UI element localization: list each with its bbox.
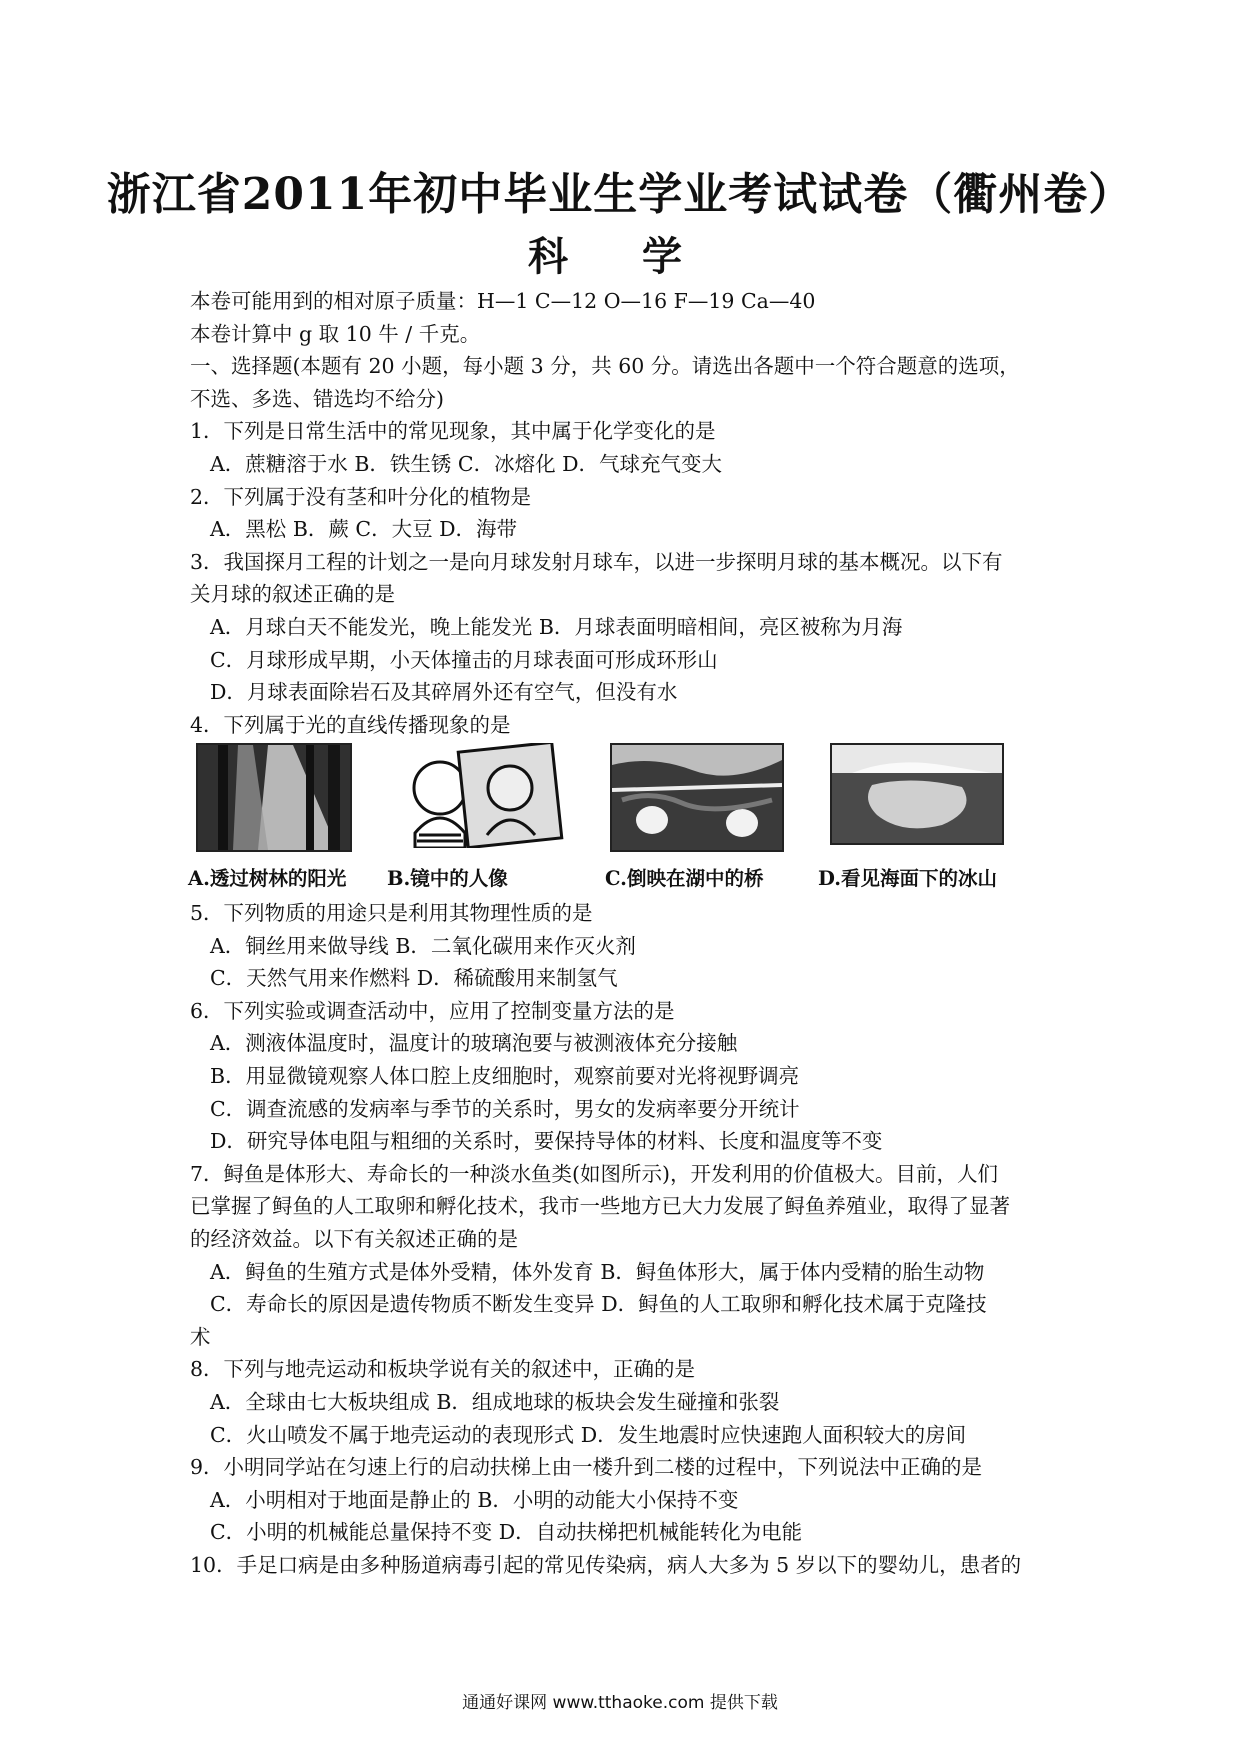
figure-c (605, 743, 810, 913)
text-line: 本卷计算中 g 取 10 牛 / 千克。 (190, 321, 481, 346)
iceberg-image (830, 743, 1004, 845)
question-2-options: A．黑松 B．蕨 C．大豆 D．海带 (210, 517, 518, 542)
text-line: 本卷可能用到的相对原子质量：H—1 C—12 O—16 F—19 Ca—40 (190, 289, 816, 313)
figure-c-caption: C.倒映在湖中的桥 (605, 867, 764, 890)
exam-body-top (190, 285, 1070, 741)
question-6-option-a: A．测液体温度时，温度计的玻璃泡要与被测液体充分接触 (210, 1031, 738, 1056)
subject-title: 科 学 (528, 233, 712, 280)
figure-a (188, 743, 356, 913)
question-3-option-c: C．月球形成早期，小天体撞击的月球表面可形成环形山 (210, 647, 718, 672)
question-5-option-cd: C．天然气用来作燃料 D．稀硫酸用来制氢气 (210, 966, 618, 991)
question-10: 10．手足口病是由多种肠道病毒引起的常见传染病，病人大多为 5 岁以下的婴幼儿，患者的 (190, 1552, 1022, 1577)
question-3-cont: 关月球的叙述正确的是 (190, 582, 395, 607)
question-9-option-ab: A．小明相对于地面是静止的 B．小明的动能大小保持不变 (210, 1487, 739, 1512)
figure-d (818, 743, 1050, 913)
question-7-cont: 已掌握了鲟鱼的人工取卵和孵化技术，我市一些地方已大力发展了鲟鱼养殖业，取得了显著 (190, 1194, 1010, 1219)
figure-b (387, 743, 585, 913)
question-4: 4．下列属于光的直线传播现象的是 (190, 712, 511, 737)
forest-sunlight-image (196, 743, 352, 852)
question-3: 3．我国探月工程的计划之一是向月球发射月球车，以进一步探明月球的基本概况。以下有 (190, 549, 1003, 574)
exam-body-bottom (190, 897, 1070, 1581)
question-9: 9．小明同学站在匀速上行的启动扶梯上由一楼升到二楼的过程中，下列说法中正确的是 (190, 1455, 983, 1480)
figure-d-caption: D.看见海面下的冰山 (818, 867, 998, 890)
text-line: 一、选择题(本题有 20 小题，每小题 3 分，共 60 分。请选出各题中一个符合题意的选项， (190, 354, 1020, 379)
question-7-option-cd: C．寿命长的原因是遗传物质不断发生变异 D．鲟鱼的人工取卵和孵化技术属于克隆技 (210, 1292, 987, 1317)
question-6: 6．下列实验或调查活动中，应用了控制变量方法的是 (190, 998, 675, 1023)
question-7: 7．鲟鱼是体形大、寿命长的一种淡水鱼类(如图所示)，开发利用的价值极大。目前，人们 (190, 1161, 999, 1186)
question-2: 2．下列属于没有茎和叶分化的植物是 (190, 484, 532, 509)
figure-b-caption: B.镜中的人像 (387, 867, 508, 890)
question-9-option-cd: C．小明的机械能总量保持不变 D．自动扶梯把机械能转化为电能 (210, 1520, 803, 1545)
question-7-cont: 的经济效益。以下有关叙述正确的是 (190, 1226, 518, 1251)
question-3-option-ab: A．月球白天不能发光，晚上能发光 B．月球表面明暗相间，亮区被称为月海 (210, 614, 903, 639)
question-7-option-wrap: 术 (190, 1324, 211, 1349)
bridge-reflection-image (610, 743, 784, 852)
question-1: 1．下列是日常生活中的常见现象，其中属于化学变化的是 (190, 419, 716, 444)
question-8-option-cd: C．火山喷发不属于地壳运动的表现形式 D．发生地震时应快速跑人面积较大的房间 (210, 1422, 967, 1447)
question-8-option-ab: A．全球由七大板块组成 B．组成地球的板块会发生碰撞和张裂 (210, 1389, 780, 1414)
mirror-portrait-image (395, 743, 565, 848)
question-6-option-b: B．用显微镜观察人体口腔上皮细胞时，观察前要对光将视野调亮 (210, 1063, 800, 1088)
question-5: 5．下列物质的用途只是利用其物理性质的是 (190, 901, 593, 925)
question-7-option-ab: A．鲟鱼的生殖方式是体外受精，体外发育 B．鲟鱼体形大，属于体内受精的胎生动物 (210, 1259, 985, 1284)
question-6-option-d: D．研究导体电阻与粗细的关系时，要保持导体的材料、长度和温度等不变 (210, 1129, 883, 1154)
question-5-option-ab: A．铜丝用来做导线 B．二氧化碳用来作灭火剂 (210, 933, 636, 958)
page-title: 浙江省2011年初中毕业生学业考试试卷（衢州卷） (106, 169, 1134, 220)
page-footer: 通通好课网 www.tthaoke.com 提供下载 (462, 1693, 778, 1713)
question-8: 8．下列与地壳运动和板块学说有关的叙述中，正确的是 (190, 1357, 696, 1382)
figure-a-caption: A.透过树林的阳光 (188, 867, 347, 890)
question-1-options: A．蔗糖溶于水 B．铁生锈 C．冰熔化 D．气球充气变大 (210, 451, 723, 476)
question-4-figures (190, 743, 1140, 913)
question-6-option-c: C．调查流感的发病率与季节的关系时，男女的发病率要分开统计 (210, 1096, 800, 1121)
question-3-option-d: D．月球表面除岩石及其碎屑外还有空气，但没有水 (210, 680, 678, 705)
text-line: 不选、多选、错选均不给分) (190, 386, 444, 411)
